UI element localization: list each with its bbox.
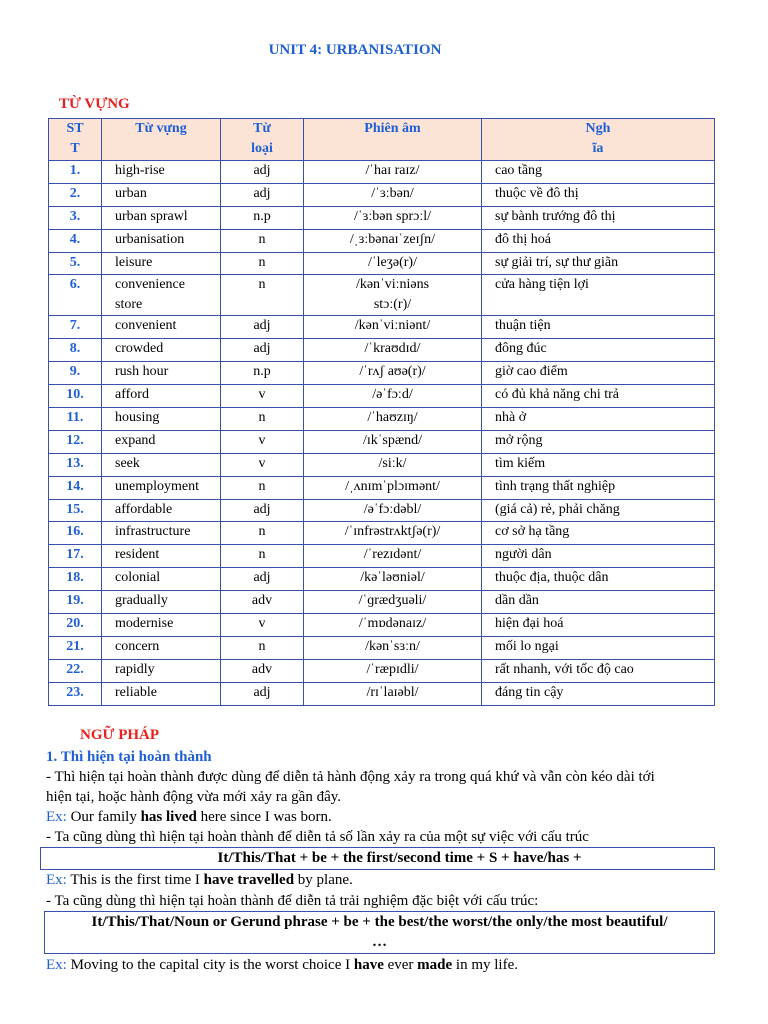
row-pronunciation: /rɪˈlaɪəbl/ (304, 682, 482, 705)
row-word: resident (102, 545, 221, 568)
row-word-line: store (115, 297, 143, 313)
row-number: 15. (49, 499, 102, 522)
table-row (49, 339, 715, 362)
row-word: gradually (102, 591, 221, 614)
row-part-of-speech: adj (221, 161, 304, 184)
row-meaning: dần dần (482, 591, 715, 614)
row-pronunciation-line: /kənˈviːniəns (355, 277, 430, 293)
row-pronunciation: /ɪkˈspænd/ (304, 430, 482, 453)
table-row (49, 659, 715, 682)
row-part-of-speech: adj (221, 568, 304, 591)
row-meaning: có đủ khả năng chi trả (482, 385, 715, 408)
row-word: urban (102, 183, 221, 206)
row-number: 21. (49, 636, 102, 659)
row-number: 8. (49, 339, 102, 362)
vocab-table (48, 118, 715, 706)
row-number: 9. (49, 362, 102, 385)
row-word: leisure (102, 252, 221, 275)
formula-2-line-1: It/This/That/Noun or Gerund phrase + be + the best/the worst/the only/the most beautiful/ (91, 914, 668, 930)
table-row (49, 252, 715, 275)
table-row (49, 229, 715, 252)
example-label: Ex: (46, 872, 67, 888)
row-number: 22. (49, 659, 102, 682)
formula-box-1 (40, 847, 715, 870)
table-row (49, 522, 715, 545)
row-number: 5. (49, 252, 102, 275)
row-pronunciation: /ˈɜːbən/ (304, 183, 482, 206)
row-pronunciation: /ˈleʒə(r)/ (304, 252, 482, 275)
row-meaning: tìm kiếm (482, 453, 715, 476)
row-part-of-speech: adj (221, 183, 304, 206)
row-meaning: (giá cả) rẻ, phải chăng (482, 499, 715, 522)
row-part-of-speech: n.p (221, 206, 304, 229)
row-word-line: convenience (115, 277, 185, 293)
example-3 (46, 955, 726, 975)
row-word (102, 275, 221, 316)
section-title-present-perfect: 1. Thì hiện tại hoàn thành (46, 749, 212, 765)
row-part-of-speech: n (221, 545, 304, 568)
example-3-pre: Moving to the capital city is the worst choice I (66, 957, 354, 973)
formula-2-line-3 (45, 952, 714, 954)
row-meaning: sự bành trướng đô thị (482, 206, 715, 229)
table-row (49, 316, 715, 339)
row-pronunciation: /kənˈviːniənt/ (304, 316, 482, 339)
row-pronunciation: /ˈɜːbən sprɔːl/ (304, 206, 482, 229)
example-1-pre: Our family (66, 809, 141, 825)
row-part-of-speech: adj (221, 682, 304, 705)
row-part-of-speech: adv (221, 591, 304, 614)
row-pronunciation: /ˌɜːbənaɪˈzeɪʃn/ (304, 229, 482, 252)
example-label: Ex: (46, 957, 67, 973)
table-row (49, 682, 715, 705)
row-meaning: giờ cao điểm (482, 362, 715, 385)
row-meaning: thuận tiện (482, 316, 715, 339)
row-number: 11. (49, 408, 102, 431)
example-3-verb-participle: made (417, 957, 453, 973)
row-word: crowded (102, 339, 221, 362)
row-part-of-speech: n (221, 408, 304, 431)
row-word: modernise (102, 614, 221, 637)
header-meaning-line2: ĩa (592, 141, 604, 156)
row-part-of-speech: adj (221, 316, 304, 339)
example-1 (46, 807, 726, 827)
table-row (49, 614, 715, 637)
row-meaning: cao tầng (482, 161, 715, 184)
header-meaning (482, 119, 715, 161)
row-part-of-speech: n (221, 522, 304, 545)
formula-box-2 (44, 911, 715, 954)
row-pronunciation: /əˈfɔːdəbl/ (304, 499, 482, 522)
unit-title: UNIT 4: URBANISATION (268, 42, 442, 58)
header-ipa-label: Phiên âm (364, 121, 421, 136)
row-word: urban sprawl (102, 206, 221, 229)
row-number: 13. (49, 453, 102, 476)
header-meaning-line1: Ngh (585, 121, 611, 136)
row-word: affordable (102, 499, 221, 522)
row-word: concern (102, 636, 221, 659)
row-pronunciation: /ˈɪnfrəstrʌktʃə(r)/ (304, 522, 482, 545)
table-row (49, 476, 715, 499)
header-word (102, 119, 221, 161)
header-stt-line2: T (70, 141, 80, 156)
row-meaning: cửa hàng tiện lợi (482, 275, 715, 316)
row-number: 18. (49, 568, 102, 591)
formula-2-line-2: … (372, 934, 387, 950)
table-row (49, 206, 715, 229)
row-part-of-speech: adv (221, 659, 304, 682)
row-part-of-speech: v (221, 385, 304, 408)
row-pronunciation: /siːk/ (304, 453, 482, 476)
table-row (49, 362, 715, 385)
example-1-post: here since I was born. (196, 809, 332, 825)
table-header-row (49, 119, 715, 161)
row-number: 7. (49, 316, 102, 339)
row-pronunciation: /kənˈsɜːn/ (304, 636, 482, 659)
row-part-of-speech: v (221, 614, 304, 637)
row-number: 3. (49, 206, 102, 229)
row-pronunciation: /ˈkraʊdɪd/ (304, 339, 482, 362)
row-part-of-speech: v (221, 453, 304, 476)
row-meaning: rất nhanh, với tốc độ cao (482, 659, 715, 682)
row-number: 4. (49, 229, 102, 252)
table-row (49, 275, 715, 316)
row-part-of-speech: v (221, 430, 304, 453)
row-meaning: mối lo ngại (482, 636, 715, 659)
row-word: housing (102, 408, 221, 431)
row-meaning: thuộc về đô thị (482, 183, 715, 206)
row-number: 10. (49, 385, 102, 408)
row-number: 6. (49, 275, 102, 316)
table-row (49, 591, 715, 614)
row-meaning: cơ sở hạ tầng (482, 522, 715, 545)
row-meaning: hiện đại hoá (482, 614, 715, 637)
row-meaning: mở rộng (482, 430, 715, 453)
row-meaning: đô thị hoá (482, 229, 715, 252)
example-2-post: by plane. (294, 872, 353, 888)
row-number: 20. (49, 614, 102, 637)
row-number: 16. (49, 522, 102, 545)
row-number: 1. (49, 161, 102, 184)
row-word: urbanisation (102, 229, 221, 252)
table-row (49, 568, 715, 591)
row-meaning: người dân (482, 545, 715, 568)
row-meaning: thuộc địa, thuộc dân (482, 568, 715, 591)
table-row (49, 408, 715, 431)
row-pronunciation: /ˈhaʊzɪŋ/ (304, 408, 482, 431)
example-3-post: in my life. (452, 957, 518, 973)
header-stt-line1: ST (66, 121, 84, 136)
formula-1-line-1: It/This/That + be + the first/second time + S + have/has + (217, 850, 582, 866)
example-2 (46, 870, 726, 890)
row-number: 19. (49, 591, 102, 614)
row-pronunciation-line: stɔː(r)/ (373, 297, 412, 313)
row-meaning: sự giải trí, sự thư giãn (482, 252, 715, 275)
row-pronunciation: /ˌʌnɪmˈplɔɪmənt/ (304, 476, 482, 499)
row-part-of-speech: n (221, 636, 304, 659)
row-pronunciation: /kəˈləʊniəl/ (304, 568, 482, 591)
paragraph-1-line-2: hiện tại, hoặc hành động vừa mới xảy ra gần đây. (46, 789, 341, 805)
row-pronunciation (304, 275, 482, 316)
row-word: expand (102, 430, 221, 453)
table-row (49, 385, 715, 408)
row-pronunciation: /ˈræpɪdli/ (304, 659, 482, 682)
table-row (49, 430, 715, 453)
example-3-verb-aux: have (353, 957, 384, 973)
grammar-heading: NGỮ PHÁP (80, 727, 160, 743)
table-row (49, 499, 715, 522)
row-number: 2. (49, 183, 102, 206)
row-pronunciation: /əˈfɔːd/ (304, 385, 482, 408)
row-meaning: đáng tin cậy (482, 682, 715, 705)
row-meaning: đông đúc (482, 339, 715, 362)
row-word: infrastructure (102, 522, 221, 545)
row-word: rapidly (102, 659, 221, 682)
header-pos (221, 119, 304, 161)
row-meaning: nhà ở (482, 408, 715, 431)
row-pronunciation: /ˈrʌʃ aʊə(r)/ (304, 362, 482, 385)
paragraph-2: - Ta cũng dùng thì hiện tại hoàn thành để diễn tả số lần xảy ra của một sự việc với cấu trúc (46, 829, 589, 845)
row-pronunciation: /ˈrezɪdənt/ (304, 545, 482, 568)
example-2-pre: This is the first time I (66, 872, 204, 888)
row-number: 14. (49, 476, 102, 499)
row-number: 23. (49, 682, 102, 705)
table-row (49, 453, 715, 476)
row-pronunciation: /ˈmɒdənaɪz/ (304, 614, 482, 637)
row-word: reliable (102, 682, 221, 705)
row-pronunciation: /ˈhaɪ raɪz/ (304, 161, 482, 184)
row-word: convenient (102, 316, 221, 339)
row-number: 17. (49, 545, 102, 568)
table-row (49, 545, 715, 568)
header-pos-line2: loại (251, 141, 273, 156)
row-pronunciation: /ˈɡrædʒuəli/ (304, 591, 482, 614)
row-part-of-speech: n (221, 476, 304, 499)
row-part-of-speech: adj (221, 339, 304, 362)
row-part-of-speech: n (221, 252, 304, 275)
row-word: rush hour (102, 362, 221, 385)
row-word: high-rise (102, 161, 221, 184)
example-1-verb: has lived (140, 809, 197, 825)
example-2-verb: have travelled (203, 872, 295, 888)
row-meaning: tình trạng thất nghiệp (482, 476, 715, 499)
row-part-of-speech: n (221, 275, 304, 316)
row-word: colonial (102, 568, 221, 591)
row-part-of-speech: n (221, 229, 304, 252)
header-word-label: Từ vựng (135, 121, 187, 136)
example-label: Ex: (46, 809, 67, 825)
header-ipa (304, 119, 482, 161)
vocab-heading: TỪ VỰNG (59, 96, 130, 112)
paragraph-3: - Ta cũng dùng thì hiện tại hoàn thành để diễn tả trải nghiệm đặc biệt với cấu trúc: (46, 893, 539, 909)
row-number: 12. (49, 430, 102, 453)
header-pos-line1: Từ (253, 121, 271, 136)
vocab-table-body (49, 161, 715, 706)
row-part-of-speech: adj (221, 499, 304, 522)
row-word: unemployment (102, 476, 221, 499)
paragraph-1-line-1: - Thì hiện tại hoàn thành được dùng để diễn tả hành động xảy ra trong quá khứ và vẫn còn kéo dài tới (46, 769, 655, 785)
table-row (49, 183, 715, 206)
table-row (49, 161, 715, 184)
header-stt (49, 119, 102, 161)
example-3-mid: ever (383, 957, 418, 973)
row-part-of-speech: n.p (221, 362, 304, 385)
row-word: afford (102, 385, 221, 408)
row-word: seek (102, 453, 221, 476)
table-row (49, 636, 715, 659)
